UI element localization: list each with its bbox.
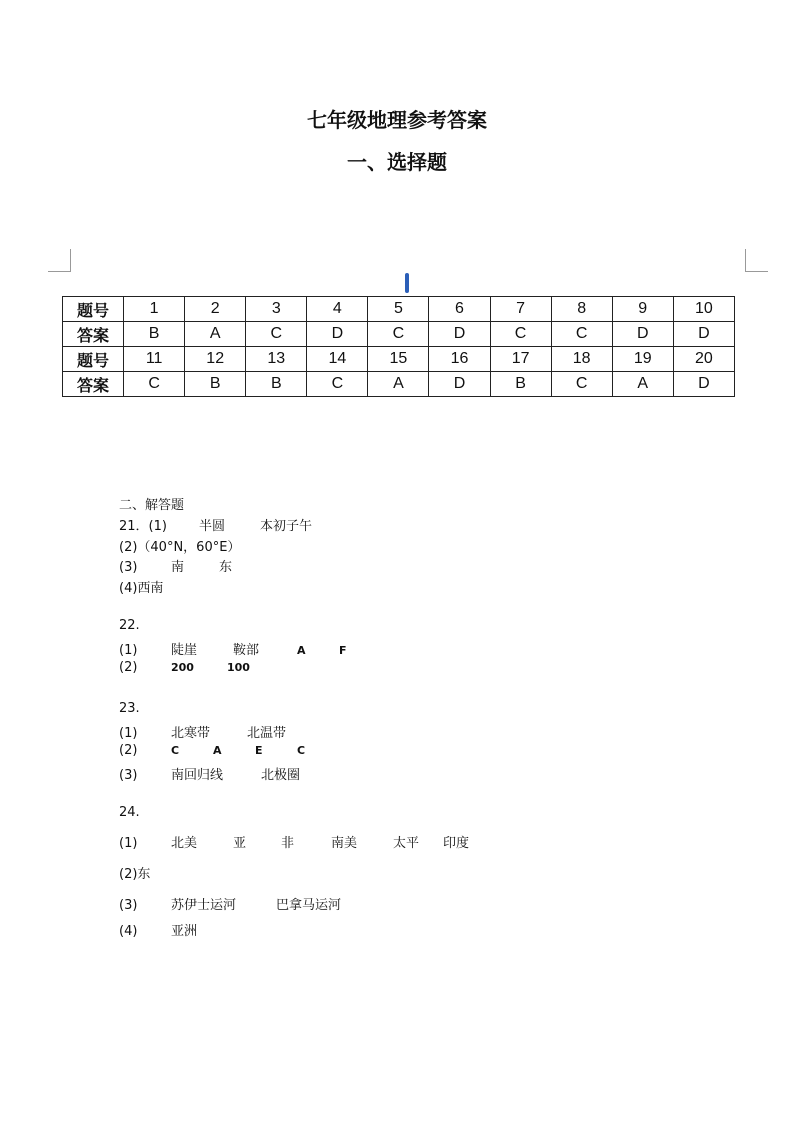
table-cell: 7 (490, 297, 551, 322)
answer-table (62, 296, 735, 397)
part-label: (1) (119, 836, 138, 851)
answer-text: 印度 (443, 836, 470, 851)
table-cell: 4 (307, 297, 368, 322)
answer-text: 亚 (233, 836, 247, 851)
table-cell: D (673, 372, 734, 397)
table-cell: D (307, 322, 368, 347)
q24-number: 24. (119, 805, 140, 820)
margin-corner-mark-right (745, 249, 768, 272)
q21-line3 (119, 556, 232, 575)
answer-text: 本初子午 (260, 519, 313, 534)
table-cell: C (246, 322, 307, 347)
part-label: (1) (119, 726, 138, 741)
answer-text: 半圆 (199, 519, 226, 534)
table-row (63, 297, 735, 322)
table-row (63, 372, 735, 397)
answer-text: 200 (171, 661, 194, 674)
answer-text: 亚洲 (171, 924, 198, 939)
table-cell: C (368, 322, 429, 347)
q24-line1 (119, 832, 469, 851)
q24-line2: (2)东 (119, 867, 151, 882)
table-cell: B (185, 372, 246, 397)
q21-line4: (4)西南 (119, 581, 164, 596)
q23-number: 23. (119, 701, 140, 716)
text-cursor[interactable] (405, 273, 409, 293)
table-row-header: 答案 (63, 372, 124, 397)
table-cell: C (551, 372, 612, 397)
q23-line1 (119, 722, 286, 741)
margin-corner-mark-left (48, 249, 71, 272)
table-cell: 5 (368, 297, 429, 322)
q24-line4 (119, 920, 197, 939)
table-cell: 12 (185, 347, 246, 372)
answer-text: 南回归线 (171, 768, 224, 783)
table-cell: 14 (307, 347, 368, 372)
table-cell: 9 (612, 297, 673, 322)
table-cell: A (612, 372, 673, 397)
q21-label: 21．(1) (119, 519, 167, 534)
answer-text: 北温带 (247, 726, 287, 741)
table-cell: 15 (368, 347, 429, 372)
table-cell: D (429, 372, 490, 397)
table-cell: 10 (673, 297, 734, 322)
part-label: (2) (119, 743, 138, 758)
part-label: (3) (119, 768, 138, 783)
table-cell: B (490, 372, 551, 397)
answer-text: 巴拿马运河 (276, 898, 342, 913)
answer-text: 非 (281, 836, 295, 851)
q22-number: 22. (119, 618, 140, 633)
section-heading-answers: 二、解答题 (119, 498, 185, 513)
part-label: (3) (119, 898, 138, 913)
answer-text: 南美 (331, 836, 358, 851)
answer-text: 北寒带 (171, 726, 211, 741)
page-title: 七年级地理参考答案 (307, 108, 487, 132)
table-cell: C (490, 322, 551, 347)
q23-line3 (119, 764, 300, 783)
table-cell: D (429, 322, 490, 347)
table-cell: C (551, 322, 612, 347)
q21-line1 (119, 515, 312, 534)
table-cell: 6 (429, 297, 490, 322)
table-row (63, 347, 735, 372)
table-cell: D (612, 322, 673, 347)
table-cell: A (185, 322, 246, 347)
table-cell: 20 (673, 347, 734, 372)
table-cell: 2 (185, 297, 246, 322)
table-cell: 3 (246, 297, 307, 322)
table-cell: C (307, 372, 368, 397)
table-cell: 1 (124, 297, 185, 322)
table-row (63, 322, 735, 347)
answer-text: 陡崖 (171, 643, 198, 658)
answer-text: A (213, 744, 222, 757)
answer-text: 北极圈 (261, 768, 301, 783)
part-label: (1) (119, 643, 138, 658)
table-cell: B (246, 372, 307, 397)
table-cell: D (673, 322, 734, 347)
table-row-header: 题号 (63, 347, 124, 372)
table-cell: 13 (246, 347, 307, 372)
table-cell: C (124, 372, 185, 397)
table-row-header: 答案 (63, 322, 124, 347)
answer-text: E (255, 744, 263, 757)
table-row-header: 题号 (63, 297, 124, 322)
answer-text: 东 (219, 560, 233, 575)
answer-text: F (339, 644, 347, 657)
q22-line2 (119, 660, 250, 675)
part-label: (2) (119, 660, 138, 675)
answer-text: A (297, 644, 306, 657)
answer-text: 太平 (393, 836, 420, 851)
table-cell: 17 (490, 347, 551, 372)
table-cell: 11 (124, 347, 185, 372)
table-cell: 18 (551, 347, 612, 372)
answer-text: C (171, 744, 180, 757)
part-label: (4) (119, 924, 138, 939)
q24-line3 (119, 894, 341, 913)
q22-line1 (119, 639, 347, 658)
answer-text: 鞍部 (233, 643, 260, 658)
answer-text: 100 (227, 661, 250, 674)
answer-text: 北美 (171, 836, 198, 851)
table-cell: 16 (429, 347, 490, 372)
table-cell: B (124, 322, 185, 347)
table-cell: 19 (612, 347, 673, 372)
q23-line2 (119, 743, 305, 758)
table-cell: 8 (551, 297, 612, 322)
answer-text: 南 (171, 560, 185, 575)
q21-line2: (2)（40°N，60°E） (119, 540, 241, 555)
answer-text: 苏伊士运河 (171, 898, 237, 913)
table-cell: A (368, 372, 429, 397)
answer-text: C (297, 744, 306, 757)
section-heading-choice: 一、选择题 (347, 150, 447, 174)
part-label: (3) (119, 560, 138, 575)
